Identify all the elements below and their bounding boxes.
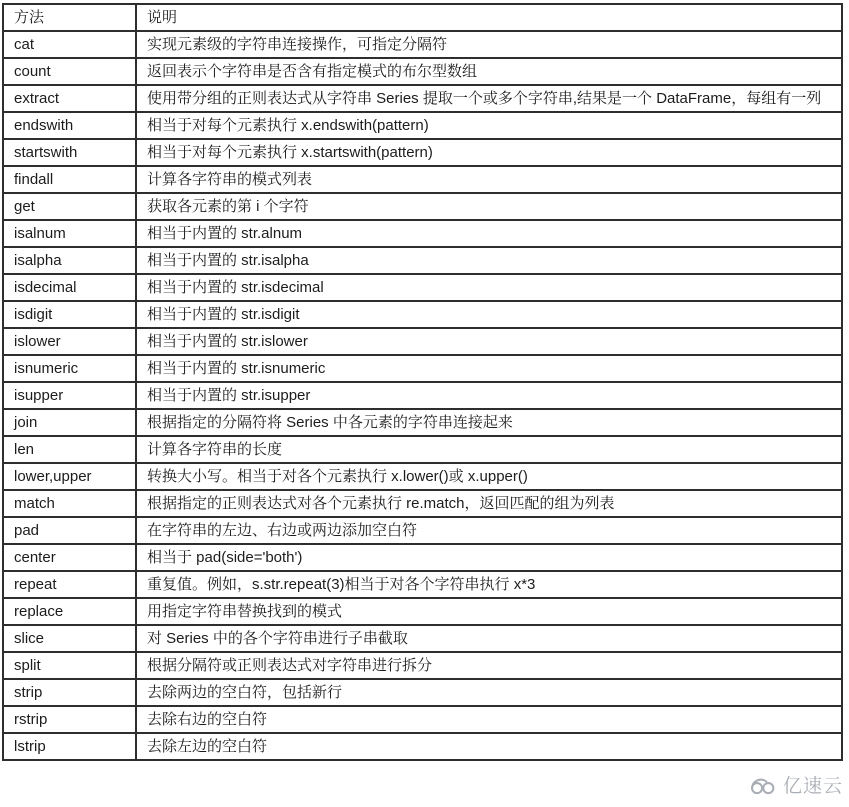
table-row [3,517,842,544]
method-cell: extract [3,85,136,112]
table-row [3,31,842,58]
description-cell: 去除两边的空白符，包括新行 [136,679,842,706]
table-row [3,490,842,517]
description-cell: 相当于内置的 str.isdecimal [136,274,842,301]
method-cell: match [3,490,136,517]
description-cell: 根据指定的正则表达式对各个元素执行 re.match，返回匹配的组为列表 [136,490,842,517]
table-row [3,193,842,220]
table-row [3,112,842,139]
method-cell: count [3,58,136,85]
description-cell: 对 Series 中的各个字符串进行子串截取 [136,625,842,652]
table-row [3,652,842,679]
description-cell: 实现元素级的字符串连接操作，可指定分隔符 [136,31,842,58]
method-cell: isupper [3,382,136,409]
table-row [3,166,842,193]
description-cell: 相当于 pad(side='both') [136,544,842,571]
table-row [3,598,842,625]
header-row [3,4,842,31]
table-row [3,463,842,490]
method-cell: findall [3,166,136,193]
description-cell: 相当于内置的 str.islower [136,328,842,355]
method-cell: lstrip [3,733,136,760]
method-cell: repeat [3,571,136,598]
table-row [3,544,842,571]
table-row [3,328,842,355]
method-column-header: 方法 [3,4,136,31]
cloud-logo-icon [747,773,778,797]
method-cell: slice [3,625,136,652]
method-cell: isdigit [3,301,136,328]
method-cell: pad [3,517,136,544]
description-column-header: 说明 [136,4,842,31]
description-cell: 相当于内置的 str.alnum [136,220,842,247]
description-cell: 计算各字符串的长度 [136,436,842,463]
description-cell: 相当于内置的 str.isalpha [136,247,842,274]
description-cell: 转换大小写。相当于对各个元素执行 x.lower()或 x.upper() [136,463,842,490]
table-body [3,31,842,760]
table-row [3,436,842,463]
table-row [3,382,842,409]
description-cell: 重复值。例如，s.str.repeat(3)相当于对各个字符串执行 x*3 [136,571,842,598]
description-cell: 获取各元素的第 i 个字符 [136,193,842,220]
table-row [3,58,842,85]
table-row [3,409,842,436]
table-row [3,274,842,301]
description-cell: 去除右边的空白符 [136,706,842,733]
table-row [3,706,842,733]
description-cell: 用指定字符串替换找到的模式 [136,598,842,625]
description-cell: 计算各字符串的模式列表 [136,166,842,193]
method-cell: isalnum [3,220,136,247]
method-cell: strip [3,679,136,706]
method-cell: islower [3,328,136,355]
method-cell: isdecimal [3,274,136,301]
method-cell: isnumeric [3,355,136,382]
description-cell: 相当于对每个元素执行 x.endswith(pattern) [136,112,842,139]
table-row [3,571,842,598]
method-cell: len [3,436,136,463]
method-cell: replace [3,598,136,625]
description-cell: 相当于内置的 str.isupper [136,382,842,409]
table-row [3,301,842,328]
watermark [747,771,843,798]
method-cell: split [3,652,136,679]
string-methods-table [2,3,843,761]
method-cell: center [3,544,136,571]
method-cell: startswith [3,139,136,166]
table-row [3,247,842,274]
method-cell: get [3,193,136,220]
description-cell: 返回表示个字符串是否含有指定模式的布尔型数组 [136,58,842,85]
method-cell: isalpha [3,247,136,274]
method-cell: cat [3,31,136,58]
table-row [3,679,842,706]
description-cell: 相当于内置的 str.isnumeric [136,355,842,382]
table-row [3,733,842,760]
description-cell: 根据指定的分隔符将 Series 中各元素的字符串连接起来 [136,409,842,436]
table-row [3,220,842,247]
method-cell: join [3,409,136,436]
description-cell: 相当于对每个元素执行 x.startswith(pattern) [136,139,842,166]
table-row [3,139,842,166]
watermark-brand-text: 亿速云 [782,776,843,797]
description-cell: 根据分隔符或正则表达式对字符串进行拆分 [136,652,842,679]
method-cell: lower,upper [3,463,136,490]
table-row [3,625,842,652]
description-cell: 相当于内置的 str.isdigit [136,301,842,328]
description-cell: 去除左边的空白符 [136,733,842,760]
description-cell: 在字符串的左边、右边或两边添加空白符 [136,517,842,544]
method-cell: rstrip [3,706,136,733]
method-cell: endswith [3,112,136,139]
table-row [3,355,842,382]
table-row [3,85,842,112]
description-cell: 使用带分组的正则表达式从字符串 Series 提取一个或多个字符串,结果是一个 DataFrame，每组有一列 [136,85,842,112]
